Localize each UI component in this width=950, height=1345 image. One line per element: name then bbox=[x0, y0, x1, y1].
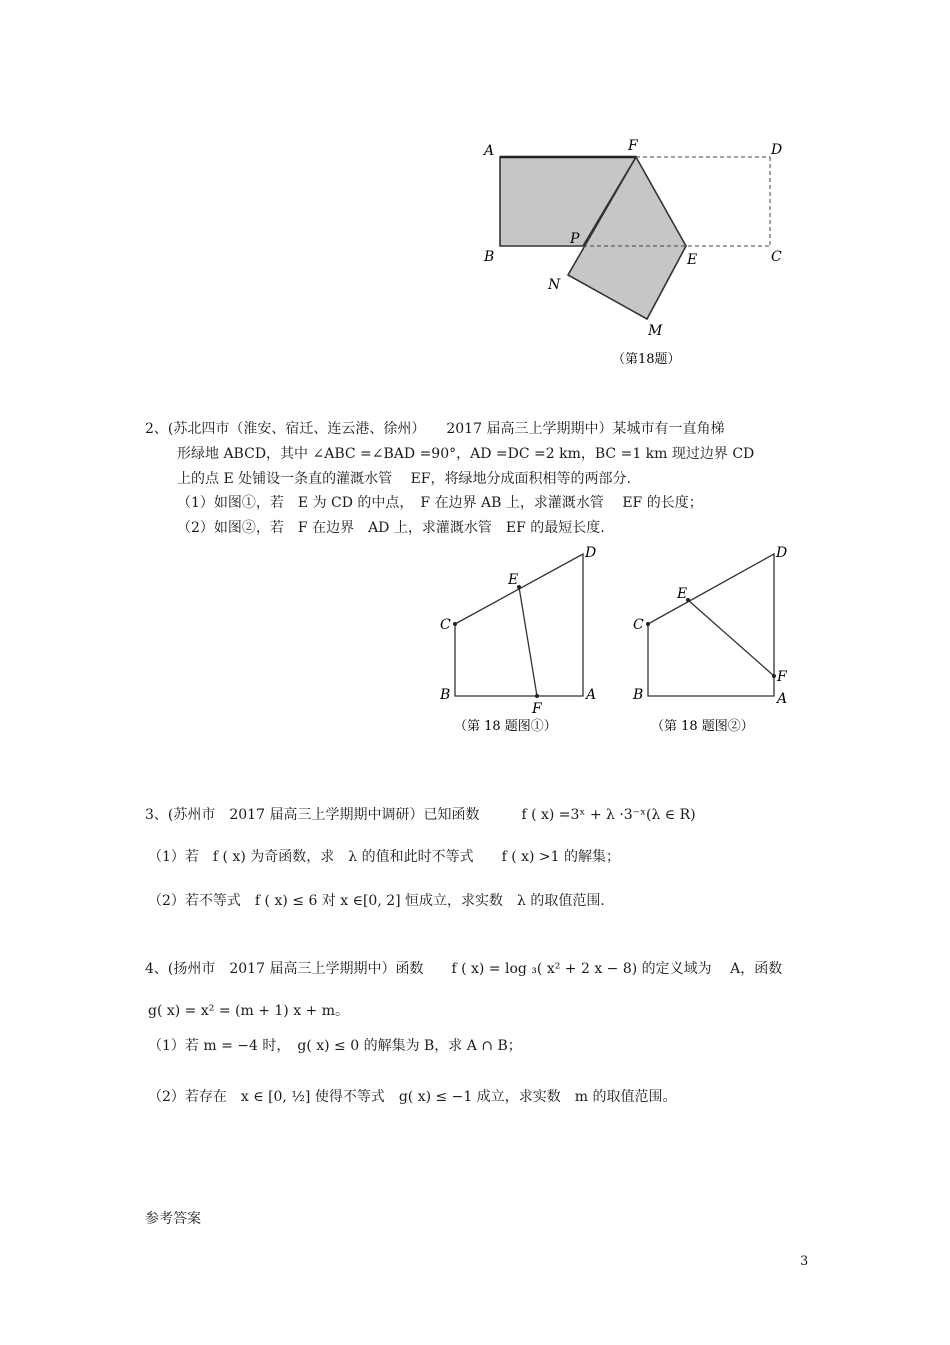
label-B: B bbox=[484, 249, 495, 265]
q3-line-2: （1）若 f ( x) 为奇函数，求 λ 的值和此时不等式 f ( x) >1 的解集； bbox=[148, 849, 621, 865]
fig2-label-D: D bbox=[776, 545, 788, 561]
page-number: 3 bbox=[800, 1254, 809, 1269]
q2-line-1: 2、(苏北四市（淮安、宿迁、连云港、徐州） 2017 届高三上学期期中）某城市有一直角梯 bbox=[145, 421, 725, 437]
fig2-label-F: F bbox=[777, 669, 787, 685]
q3-line-3: （2）若不等式 f ( x) ≤ 6 对 x ∈[0, 2] 恒成立，求实数 λ 的取值范围. bbox=[148, 893, 605, 909]
figure-18-2-diagram bbox=[627, 540, 807, 740]
figure-18-diagram bbox=[470, 130, 800, 380]
fig2-label-E: E bbox=[677, 586, 688, 602]
q4-line-1: 4、(扬州市 2017 届高三上学期期中）函数 f ( x) = log ₃( x² + 2 x − 8) 的定义域为 A，函数 bbox=[145, 961, 783, 977]
q4-line-3: （1）若 m = −4 时， g( x) ≤ 0 的解集为 B，求 A ∩ B； bbox=[148, 1038, 522, 1054]
label-M: M bbox=[648, 323, 663, 339]
label-D: D bbox=[771, 142, 783, 158]
q2-line-3: 上的点 E 处铺设一条直的灌溉水管 EF，将绿地分成面积相等的两部分. bbox=[177, 471, 631, 487]
label-C: C bbox=[771, 249, 782, 265]
label-N: N bbox=[548, 277, 561, 293]
q2-line-5: （2）如图②，若 F 在边界 AD 上，求灌溉水管 EF 的最短长度. bbox=[177, 520, 605, 536]
label-F: F bbox=[628, 138, 638, 154]
answer-heading: 参考答案 bbox=[145, 1211, 201, 1227]
q4-line-2: g( x) = x² = (m + 1) x + m。 bbox=[148, 1003, 349, 1019]
fig1-label-B: B bbox=[440, 687, 451, 703]
figure-18-caption: （第18题） bbox=[612, 352, 681, 367]
q4-line-4: （2）若存在 x ∈ [0, ½] 使得不等式 g( x) ≤ −1 成立，求实数 m 的取值范围。 bbox=[148, 1089, 677, 1105]
fig1-label-A: A bbox=[586, 687, 597, 703]
fig2-label-A: A bbox=[777, 691, 788, 707]
label-A: A bbox=[484, 143, 495, 159]
q3-line-1: 3、(苏州市 2017 届高三上学期期中调研）已知函数 f ( x) =3ˣ + λ ·3⁻ˣ(λ ∈ R) bbox=[145, 807, 696, 823]
fig1-label-E: E bbox=[508, 572, 519, 588]
fig1-caption: （第 18 题图①） bbox=[454, 719, 557, 734]
fig2-label-B: B bbox=[633, 687, 644, 703]
q2-line-4: （1）如图①，若 E 为 CD 的中点， F 在边界 AB 上，求灌溉水管 EF 的长度； bbox=[177, 495, 703, 511]
fig1-label-D: D bbox=[585, 545, 597, 561]
fig1-label-C: C bbox=[440, 617, 451, 633]
q2-line-2: 形绿地 ABCD，其中 ∠ABC =∠BAD =90°，AD =DC =2 km，BC =1 km 现过边界 CD bbox=[177, 446, 755, 462]
fig2-label-C: C bbox=[633, 617, 644, 633]
label-P: P bbox=[570, 231, 580, 247]
fig1-label-F: F bbox=[532, 701, 542, 717]
fig2-caption: （第 18 题图②） bbox=[651, 719, 754, 734]
label-E: E bbox=[687, 252, 698, 268]
figure-18-1-diagram bbox=[432, 540, 612, 740]
